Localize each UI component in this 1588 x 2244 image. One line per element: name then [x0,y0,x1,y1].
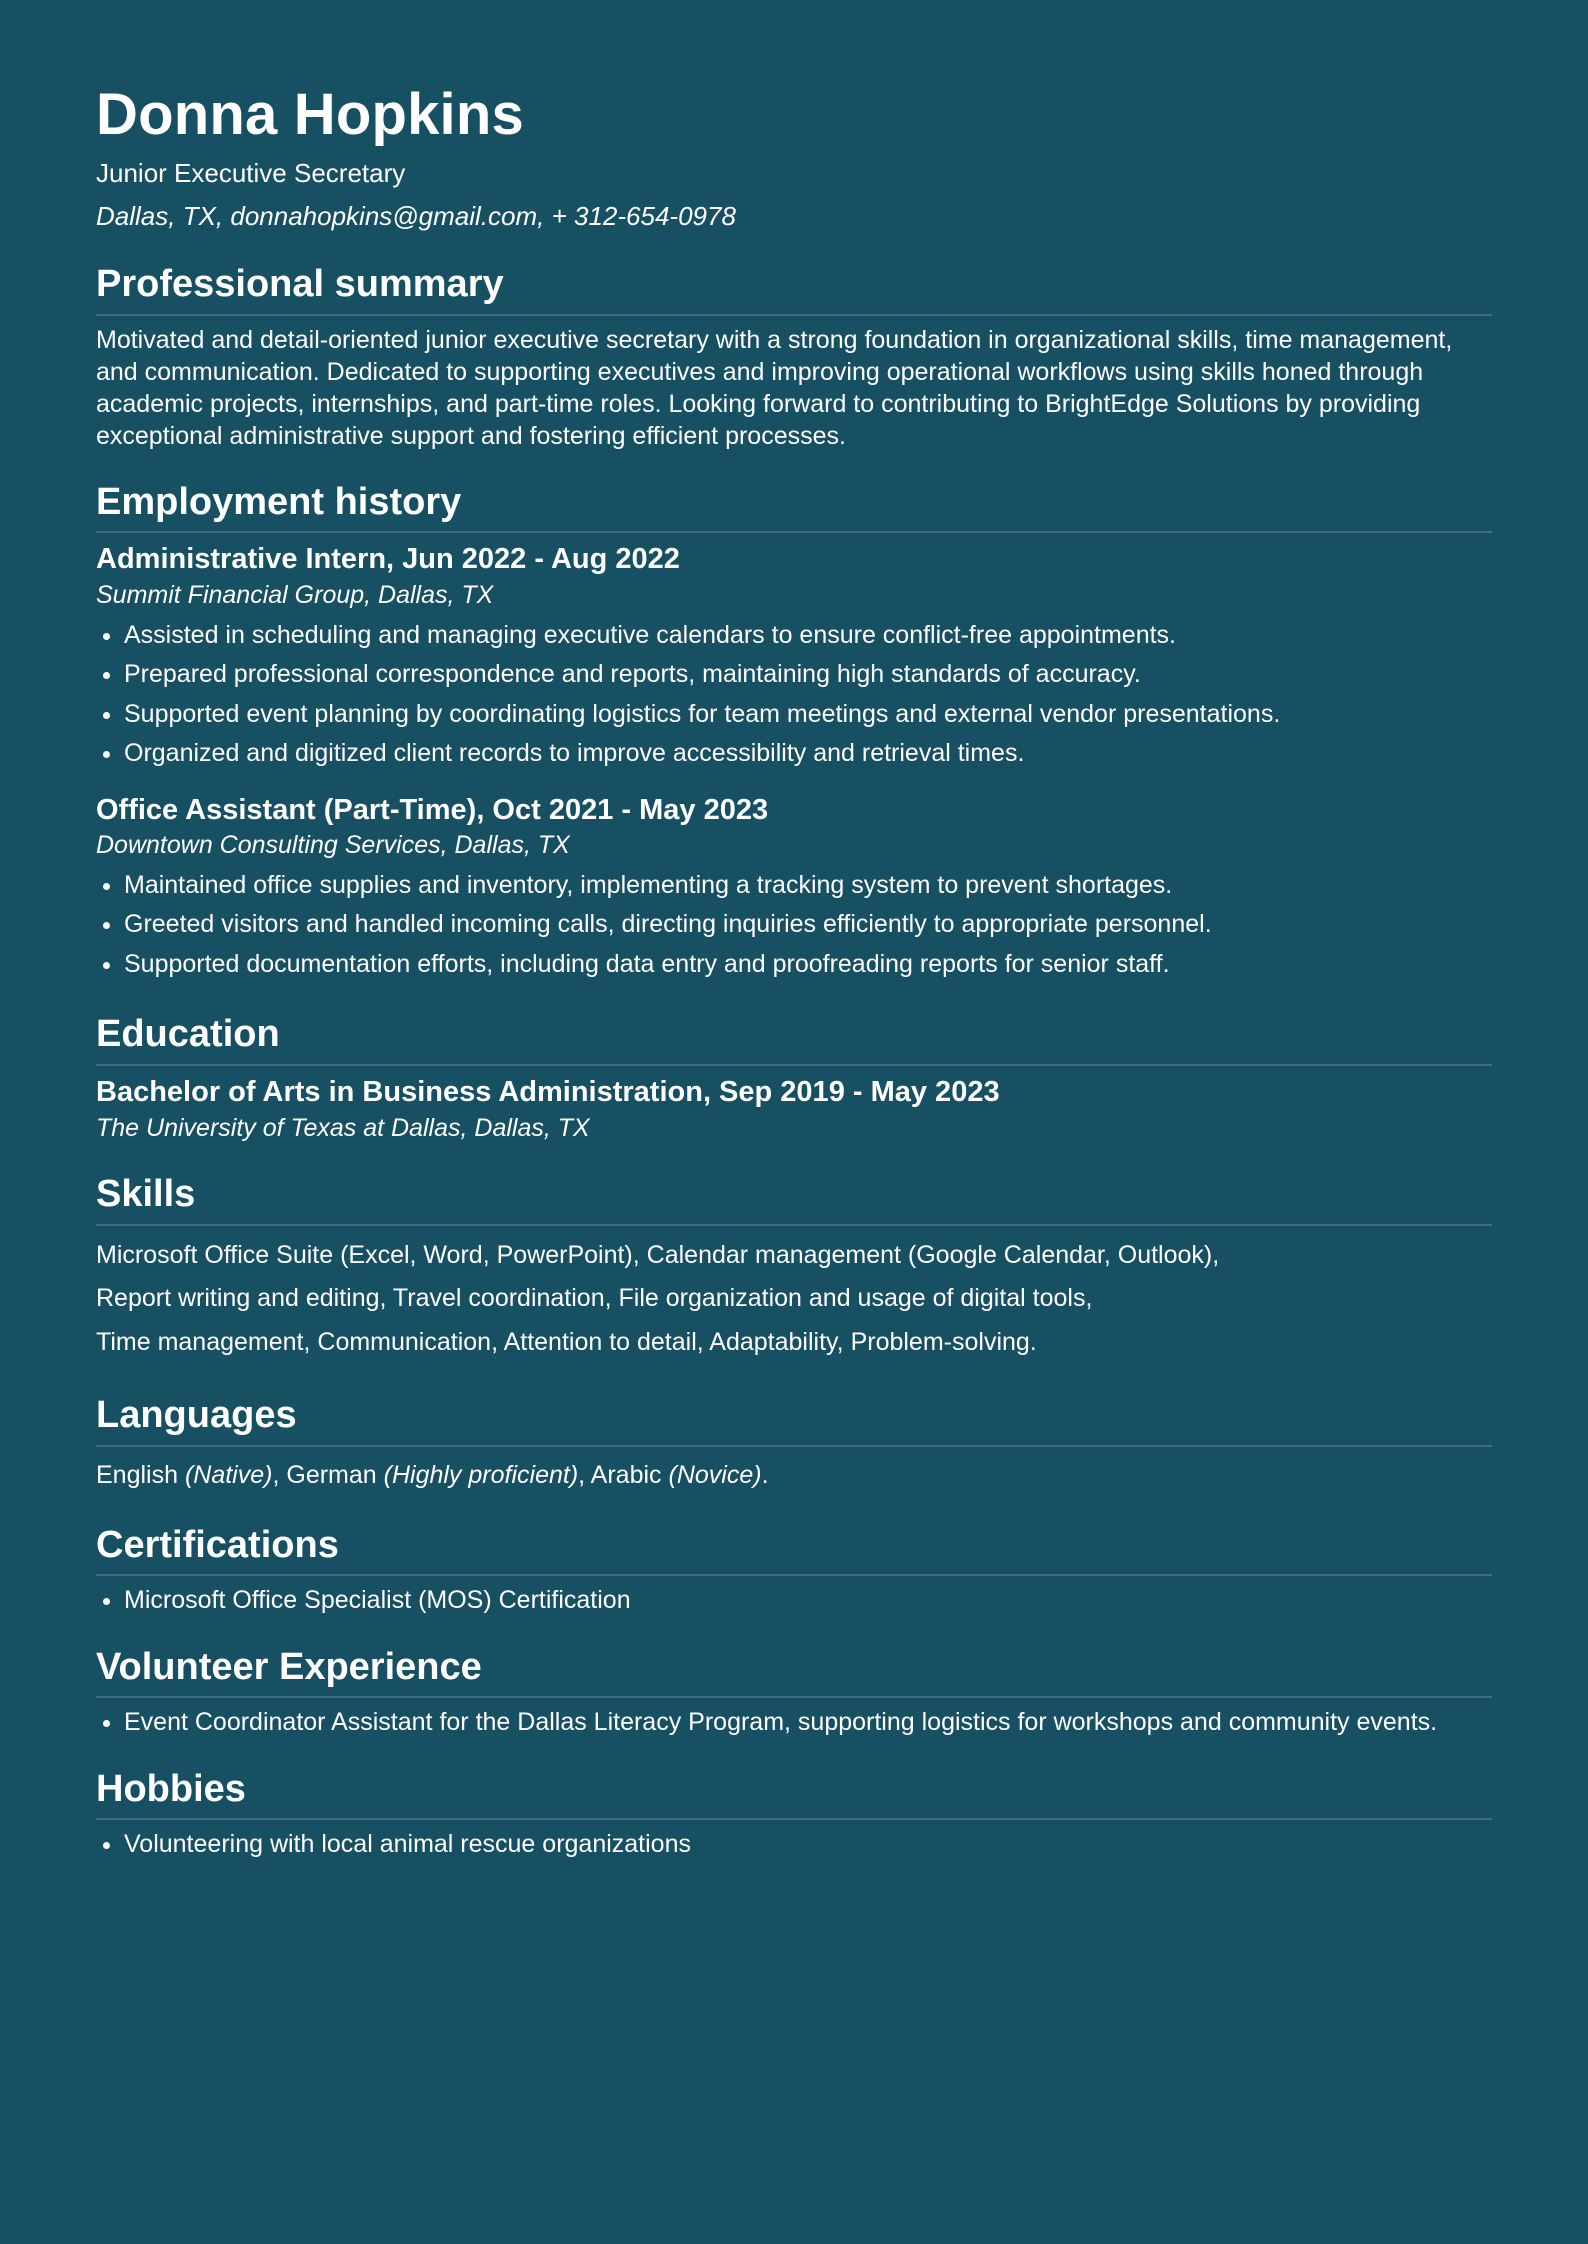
certification-item: • Microsoft Office Specialist (MOS) Certification [124,1584,1492,1617]
language-level: (Novice) [668,1460,762,1489]
employment-section [96,480,1492,984]
contact-info: Dallas, TX, donnahopkins@gmail.com, + 312-654-0978 [96,201,736,232]
skills-section [96,1172,1492,1365]
volunteer-item: • Event Coordinator Assistant for the Dallas Literacy Program, supporting logistics for workshops and community events. [124,1706,1492,1739]
job-company: Downtown Consulting Services, Dallas, TX [96,831,570,860]
education-heading: Education [96,1012,1492,1066]
job-duty-item: • Assisted in scheduling and managing executive calendars to ensure conflict-free appointments. [124,616,1492,656]
languages-heading: Languages [96,1393,1492,1447]
skills-heading: Skills [96,1172,1492,1226]
language-name: German [286,1460,377,1489]
job-entry [96,541,1492,773]
candidate-name: Donna Hopkins [96,82,524,147]
volunteer-list [96,1706,1492,1739]
degree: Bachelor of Arts in Business Administration, Sep 2019 - May 2023 [96,1075,1000,1108]
job-duty-item: • Maintained office supplies and inventory, implementing a tracking system to prevent shortages. [124,866,1492,906]
candidate-title: Junior Executive Secretary [96,157,406,188]
language-separator: , [272,1460,287,1489]
languages-section [96,1393,1492,1495]
languages-list [96,1455,1492,1495]
employment-heading: Employment history [96,480,1492,534]
job-entry [96,792,1492,985]
volunteer-heading: Volunteer Experience [96,1645,1492,1699]
language-separator: . [761,1460,769,1489]
hobbies-section [96,1767,1492,1861]
language-name: English [96,1460,178,1489]
summary-heading: Professional summary [96,262,1492,316]
skills-line: Microsoft Office Suite (Excel, Word, PowerPoint), Calendar management (Google Calendar, Outlook), [96,1240,1220,1269]
language-level: (Native) [184,1460,273,1489]
job-duties [96,616,1492,774]
job-duties [96,866,1492,985]
education-section [96,1012,1492,1144]
skills-line: Time management, Communication, Attention to detail, Adaptability, Problem-solving. [96,1328,1037,1357]
hobbies-list [96,1828,1492,1861]
skills-list [96,1234,1492,1365]
hobbies-heading: Hobbies [96,1767,1492,1821]
job-duty-item: • Greeted visitors and handled incoming calls, directing inquiries efficiently to appropriate personnel. [124,905,1492,945]
job-duty-item: • Supported documentation efforts, including data entry and proofreading reports for senior staff. [124,945,1492,985]
summary-section [96,262,1492,452]
language-separator: , [578,1460,591,1489]
summary-text: Motivated and detail-oriented junior executive secretary with a strong foundation in organizational skills, time management, and communication. Dedicated to supporting executives and improving operational workflows using skills honed through academic projects, internships, and part-time roles. Looking forward to contributing to BrightEdge Solutions by providing exceptional administrative support and fostering efficient processes. [96,325,1453,450]
job-title: Office Assistant (Part-Time), Oct 2021 - May 2023 [96,793,769,826]
job-duty-item: • Supported event planning by coordinating logistics for team meetings and external vendor presentations. [124,695,1492,735]
job-duty-item: • Prepared professional correspondence and reports, maintaining high standards of accuracy. [124,655,1492,695]
certifications-section [96,1523,1492,1617]
skills-line: Report writing and editing, Travel coordination, File organization and usage of digital tools, [96,1284,1093,1313]
language-level: (Highly proficient) [383,1460,579,1489]
certifications-list [96,1584,1492,1617]
education-entry [96,1074,1492,1144]
hobby-item: • Volunteering with local animal rescue organizations [124,1828,1492,1861]
school: The University of Texas at Dallas, Dallas, TX [96,1113,590,1142]
volunteer-section [96,1645,1492,1739]
certifications-heading: Certifications [96,1523,1492,1577]
job-duty-item: • Organized and digitized client records to improve accessibility and retrieval times. [124,734,1492,774]
language-name: Arabic [590,1460,662,1489]
job-company: Summit Financial Group, Dallas, TX [96,581,494,610]
resume-header [96,82,1492,234]
job-title: Administrative Intern, Jun 2022 - Aug 2022 [96,543,680,576]
